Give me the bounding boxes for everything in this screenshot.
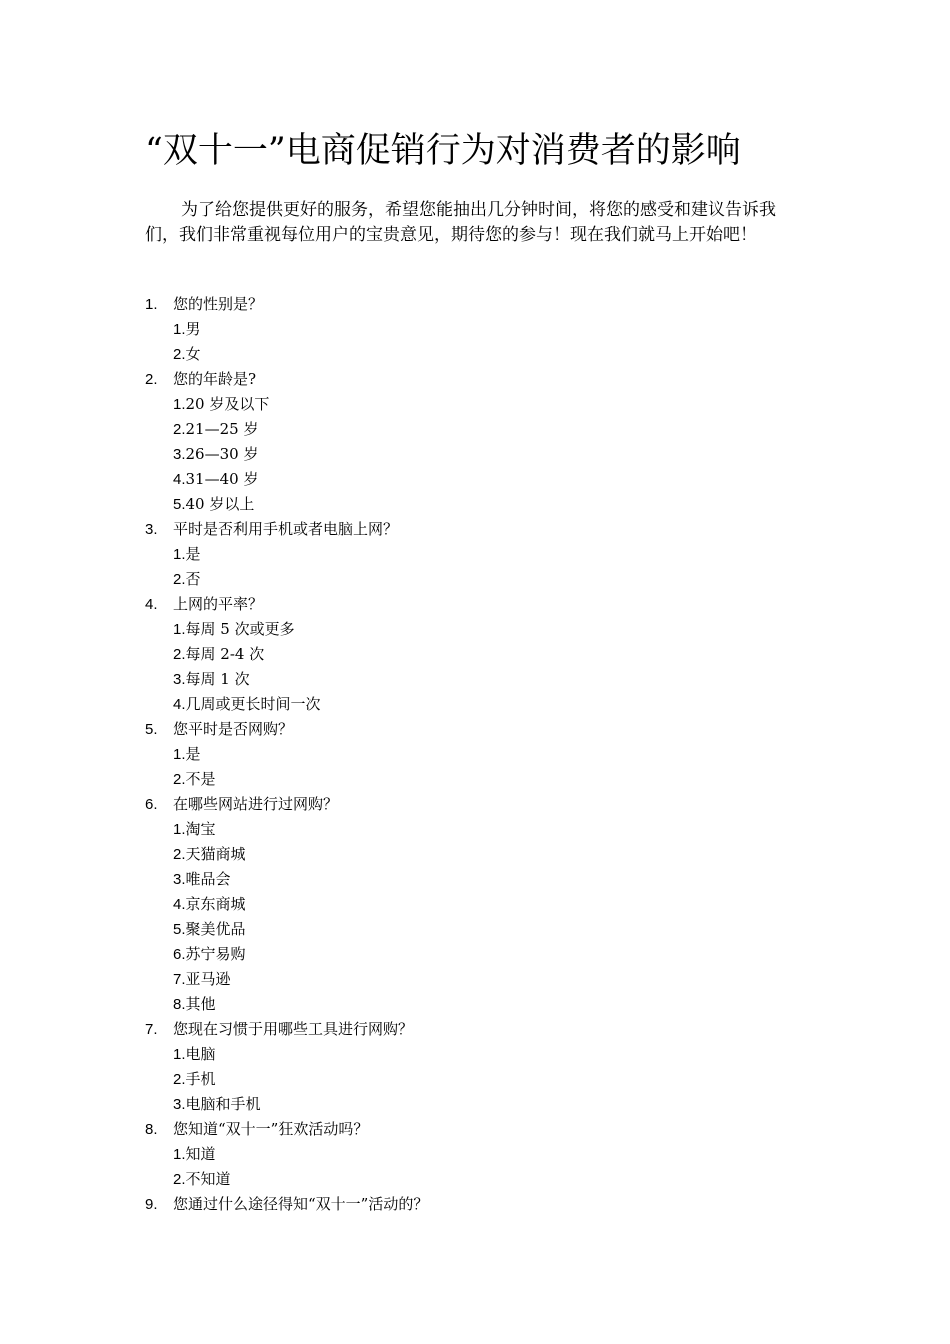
- question-text: 您的年龄是?: [173, 370, 257, 388]
- option-number: 1.: [173, 746, 186, 763]
- answer-option: [145, 417, 845, 442]
- option-text: 淘宝: [185, 820, 216, 838]
- answer-option: [145, 817, 845, 842]
- option-text: 知道: [185, 1145, 216, 1163]
- option-text: 天猫商城: [185, 845, 246, 863]
- question-number: 3.: [145, 521, 158, 538]
- answer-option: [145, 392, 845, 417]
- question-text: 您平时是否网购？: [173, 720, 294, 738]
- answer-option: [145, 567, 845, 592]
- answer-option: [145, 542, 845, 567]
- answer-option: [145, 892, 845, 917]
- question-text: 您知道“双十一”狂欢活动吗？: [173, 1120, 369, 1138]
- option-number: 2.: [173, 646, 186, 663]
- option-text: 电脑: [185, 1045, 216, 1063]
- question-number: 1.: [145, 296, 158, 313]
- answer-option: [145, 492, 845, 517]
- question-item: [145, 717, 845, 742]
- question-text: 您通过什么途径得知“双十一”活动的？: [173, 1195, 429, 1213]
- option-text: 是: [185, 545, 201, 563]
- question-item: [145, 292, 845, 317]
- question-item: [145, 367, 845, 392]
- option-text: 不知道: [185, 1170, 231, 1188]
- option-number: 3.: [173, 871, 186, 888]
- option-text: 20 岁及以下: [185, 395, 270, 413]
- question-list: [145, 292, 845, 1217]
- question-text: 在哪些网站进行过网购？: [173, 795, 339, 813]
- question-item: [145, 517, 845, 542]
- option-text: 31—40 岁: [185, 470, 259, 488]
- question-text: 上网的平率？: [173, 595, 264, 613]
- question-item: [145, 1192, 845, 1217]
- option-text: 否: [185, 570, 201, 588]
- question-text: 您现在习惯于用哪些工具进行网购？: [173, 1020, 414, 1038]
- option-number: 1.: [173, 321, 186, 338]
- option-number: 4.: [173, 696, 186, 713]
- option-number: 4.: [173, 471, 186, 488]
- option-text: 每周 1 次: [185, 670, 250, 688]
- option-number: 3.: [173, 671, 186, 688]
- option-number: 2.: [173, 571, 186, 588]
- answer-option: [145, 942, 845, 967]
- answer-option: [145, 1067, 845, 1092]
- option-number: 4.: [173, 896, 186, 913]
- question-text: 您的性别是？: [173, 295, 264, 313]
- answer-option: [145, 967, 845, 992]
- option-number: 1.: [173, 1046, 186, 1063]
- answer-option: [145, 917, 845, 942]
- option-text: 其他: [185, 995, 216, 1013]
- option-text: 亚马逊: [185, 970, 231, 988]
- question-item: [145, 1017, 845, 1042]
- option-text: 苏宁易购: [185, 945, 246, 963]
- question-item: [145, 592, 845, 617]
- option-text: 不是: [185, 770, 216, 788]
- option-number: 2.: [173, 846, 186, 863]
- option-text: 21—25 岁: [185, 420, 259, 438]
- option-text: 是: [185, 745, 201, 763]
- option-number: 2.: [173, 346, 186, 363]
- answer-option: [145, 767, 845, 792]
- answer-option: [145, 867, 845, 892]
- option-number: 3.: [173, 1096, 186, 1113]
- question-number: 4.: [145, 596, 158, 613]
- option-text: 几周或更长时间一次: [185, 695, 321, 713]
- option-number: 7.: [173, 971, 186, 988]
- option-number: 1.: [173, 396, 186, 413]
- option-number: 1.: [173, 621, 186, 638]
- option-number: 2.: [173, 1071, 186, 1088]
- option-number: 2.: [173, 421, 186, 438]
- answer-option: [145, 667, 845, 692]
- document-title: “双十一”电商促销行为对消费者的影响: [145, 131, 741, 171]
- answer-option: [145, 342, 845, 367]
- question-number: 5.: [145, 721, 158, 738]
- option-text: 聚美优品: [185, 920, 246, 938]
- answer-option: [145, 842, 845, 867]
- option-number: 2.: [173, 1171, 186, 1188]
- question-number: 9.: [145, 1196, 158, 1213]
- option-text: 26—30 岁: [185, 445, 259, 463]
- option-number: 6.: [173, 946, 186, 963]
- option-text: 唯品会: [185, 870, 231, 888]
- question-text: 平时是否利用手机或者电脑上网？: [173, 520, 399, 538]
- option-number: 1.: [173, 546, 186, 563]
- option-number: 5.: [173, 496, 186, 513]
- option-number: 1.: [173, 821, 186, 838]
- question-item: [145, 792, 845, 817]
- answer-option: [145, 742, 845, 767]
- option-text: 40 岁以上: [185, 495, 255, 513]
- option-number: 2.: [173, 771, 186, 788]
- option-text: 男: [185, 320, 201, 338]
- option-number: 3.: [173, 446, 186, 463]
- option-text: 每周 5 次或更多: [185, 620, 295, 638]
- intro-paragraph: 为了给您提供更好的服务，希望您能抽出几分钟时间，将您的感受和建议告诉我们，我们非常重视每位用户的宝贵意见，期待您的参与！现在我们就马上开始吧！: [145, 200, 776, 245]
- answer-option: [145, 467, 845, 492]
- question-number: 8.: [145, 1121, 158, 1138]
- answer-option: [145, 617, 845, 642]
- answer-option: [145, 317, 845, 342]
- question-item: [145, 1117, 845, 1142]
- option-text: 手机: [185, 1070, 216, 1088]
- question-number: 7.: [145, 1021, 158, 1038]
- option-text: 京东商城: [185, 895, 246, 913]
- option-text: 电脑和手机: [185, 1095, 261, 1113]
- answer-option: [145, 1042, 845, 1067]
- answer-option: [145, 442, 845, 467]
- option-number: 5.: [173, 921, 186, 938]
- option-number: 1.: [173, 1146, 186, 1163]
- question-number: 6.: [145, 796, 158, 813]
- answer-option: [145, 642, 845, 667]
- option-number: 8.: [173, 996, 186, 1013]
- answer-option: [145, 692, 845, 717]
- answer-option: [145, 1142, 845, 1167]
- answer-option: [145, 1092, 845, 1117]
- answer-option: [145, 1167, 845, 1192]
- answer-option: [145, 992, 845, 1017]
- option-text: 每周 2-4 次: [185, 645, 265, 663]
- question-number: 2.: [145, 371, 158, 388]
- option-text: 女: [185, 345, 201, 363]
